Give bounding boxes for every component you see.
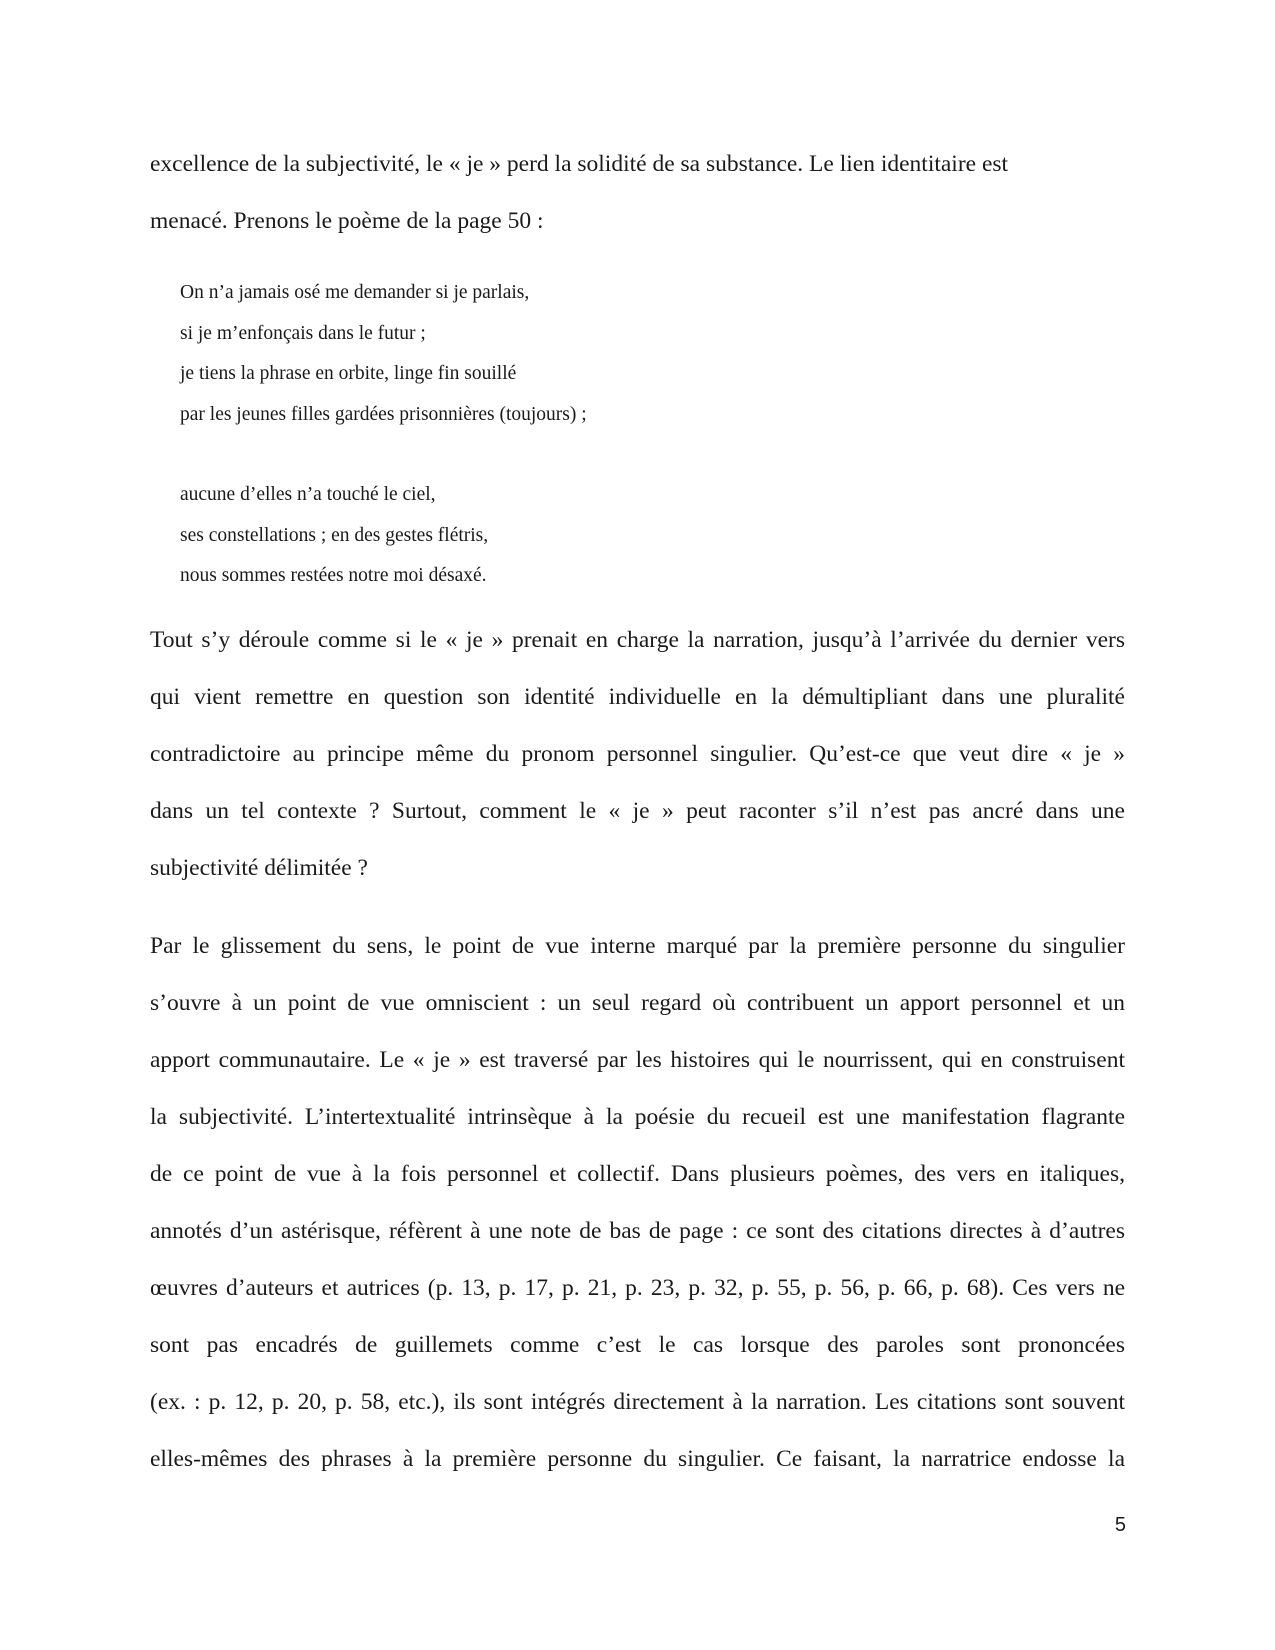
body-paragraph-2	[150, 612, 1125, 897]
page-number: 5	[1114, 1514, 1126, 1536]
poem-verse: si je m’enfonçais dans le futur ;	[180, 322, 426, 344]
text-line: apport communautaire. Le « je » est traversé par les histoires qui le nourrissent, qui en construisent	[150, 1047, 1125, 1073]
poem-stanza-1	[180, 273, 587, 435]
intro-paragraph	[150, 136, 1125, 250]
poem-verse: ses constellations ; en des gestes flétris,	[180, 524, 489, 546]
text-line: de ce point de vue à la fois personnel et collectif. Dans plusieurs poèmes, des vers en italiques,	[150, 1161, 1125, 1187]
text-line: s’ouvre à un point de vue omniscient : un seul regard où contribuent un apport personnel et un	[150, 990, 1125, 1016]
poem-verse: On n’a jamais osé me demander si je parlais,	[180, 282, 530, 303]
text-line: (ex. : p. 12, p. 20, p. 58, etc.), ils sont intégrés directement à la narration. Les citations sont souvent	[150, 1389, 1125, 1415]
text-line: subjectivité délimitée ?	[150, 855, 368, 881]
text-line: excellence de la subjectivité, le « je » perd la solidité de sa substance. Le lien identitaire est	[150, 151, 1009, 177]
poem-stanza-2	[180, 475, 488, 597]
text-line: œuvres d’auteurs et autrices (p. 13, p. 17, p. 21, p. 23, p. 32, p. 55, p. 56, p. 66, p. 68). Ces vers ne	[150, 1275, 1125, 1301]
text-line: dans un tel contexte ? Surtout, comment le « je » peut raconter s’il n’est pas ancré dans une	[150, 798, 1125, 824]
text-line: contradictoire au principe même du pronom personnel singulier. Qu’est-ce que veut dire « je »	[150, 741, 1125, 767]
poem-verse: par les jeunes filles gardées prisonnières (toujours) ;	[180, 403, 587, 425]
text-line: elles-mêmes des phrases à la première personne du singulier. Ce faisant, la narratrice endosse la	[150, 1446, 1125, 1472]
poem-verse: nous sommes restées notre moi désaxé.	[180, 565, 487, 586]
text-line: Par le glissement du sens, le point de vue interne marqué par la première personne du singulier	[150, 933, 1125, 959]
text-line: sont pas encadrés de guillemets comme c’est le cas lorsque des paroles sont prononcées	[150, 1332, 1125, 1358]
text-line: Tout s’y déroule comme si le « je » prenait en charge la narration, jusqu’à l’arrivée du dernier vers	[150, 627, 1125, 653]
poem-verse: je tiens la phrase en orbite, linge fin souillé	[180, 363, 517, 384]
poem-verse: aucune d’elles n’a touché le ciel,	[180, 484, 436, 505]
text-line: annotés d’un astérisque, réfèrent à une note de bas de page : ce sont des citations directes à d’autres	[150, 1218, 1125, 1244]
text-line: menacé. Prenons le poème de la page 50 :	[150, 208, 544, 234]
text-line: qui vient remettre en question son identité individuelle en la démultipliant dans une pluralité	[150, 684, 1125, 710]
body-paragraph-3	[150, 918, 1125, 1488]
text-line: la subjectivité. L’intertextualité intrinsèque à la poésie du recueil est une manifestation flagrante	[150, 1104, 1125, 1130]
